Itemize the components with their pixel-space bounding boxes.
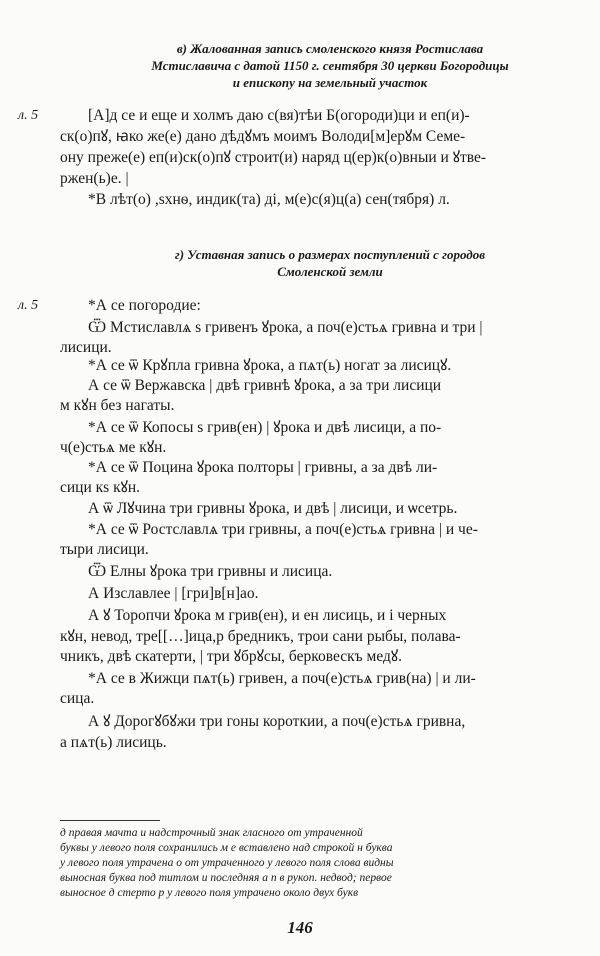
footnote-divider	[60, 820, 160, 821]
section-g-line: *А се ѿ Крꙋпла гривна ꙋрока, а пѧт(ь) ногат за лисицꙋ.	[88, 357, 452, 374]
section-v-line: ск(о)пꙋ, ꙗко же(е) дано дѣдꙋмъ моимъ Володи[м]ерꙋм Семе-	[60, 128, 466, 145]
section-v-line: *В лѣт(о) ,sхнѳ, индик(та) ді, м(е)с(я)ц(а) сен(тября) л.	[88, 191, 450, 208]
section-v-title-line-1: в) Жалованная запись смоленского князя Ростислава	[176, 41, 484, 56]
section-g-line: А ꙋ Торопчи ꙋрока м грив(ен), и ен лисиць, и і черных	[88, 607, 447, 624]
section-g-line: кꙋн, невод, тре[[…]ица,р бредникъ, трои сани рыбы, полава-	[60, 628, 461, 645]
footnote-line: выносная буква под титлом и последняя а п в рукоп. недвод; первое	[60, 872, 392, 884]
section-g-line: *А се погородие:	[88, 297, 201, 314]
footnote-line: у левого поля утрачена о от утраченного у левого поля слова видны	[60, 857, 394, 869]
page-number: 146	[287, 918, 313, 937]
footnote-line: буквы у левого поля сохранились м е вставлено над строкой н буква	[60, 842, 393, 854]
section-g-line: чникъ, двѣ скатерти, | три ꙋбрꙋсы, берковескъ медꙋ.	[60, 648, 403, 665]
section-g-line: сица.	[60, 690, 95, 707]
section-v-title-line-2: Мстиславича с датой 1150 г. сентября 30 церкви Богородицы	[151, 58, 509, 73]
section-g-title-line-1: г) Уставная запись о размерах поступлений с городов	[174, 247, 486, 262]
section-g-line: А се ѿ Вержавска | двѣ гривнѣ ꙋрока, а за три лисици	[88, 377, 442, 394]
section-g-line: Ѿ Елны ꙋрока три гривны и лисица.	[88, 563, 333, 580]
section-v-title-line-3: и епископу на земельный участок	[232, 75, 428, 90]
section-g-line: Ѿ Мстиславлѧ s гривенъ ꙋрока, а поч(е)стьѧ гривна и три |	[88, 319, 483, 336]
section-g-line: сици кѕ кꙋн.	[60, 479, 141, 496]
section-v-line: [А]д се и еще и холмъ даю с(вя)тѣи Б(огороди)ци и еп(и)-	[88, 107, 470, 124]
section-g-title-line-2: Смоленской земли	[277, 264, 383, 279]
section-g-margin-note: л. 5	[18, 298, 39, 313]
section-g-line: *А се ѿ Копосы s грив(ен) | ꙋрока и двѣ лисици, а по-	[88, 419, 442, 436]
footnote-line: выносное д стерто р у левого поля утрачено около двух букв	[60, 887, 359, 899]
section-g-line: ч(е)стьѧ ме кꙋн.	[60, 439, 167, 456]
section-v-line: ржен(ь)е. |	[60, 170, 129, 187]
section-g-line: *А се ѿ Поцина ꙋрока полторы | гривны, а за двѣ ли-	[88, 459, 438, 476]
section-g-line: тыри лисици.	[60, 541, 149, 558]
section-g-line: м кꙋн без нагаты.	[60, 397, 175, 414]
section-g-line: *А се ѿ Ростславлѧ три гривны, а поч(е)стьѧ гривна | и че-	[88, 521, 478, 538]
section-v-line: ону преже(е) еп(и)ск(о)пꙋ строит(и) наряд ц(ер)к(о)вныи и ꙋтве-	[60, 149, 487, 166]
section-v-margin-note: л. 5	[18, 108, 39, 123]
section-g-line: А ꙋ Дорогꙋбꙋжи три гоны короткии, а поч(е)стьѧ гривна,	[88, 713, 466, 730]
section-g-line: А Изславлее | [гри]в[н]ао.	[88, 585, 259, 602]
section-g-line: а пѧт(ь) лисиць.	[60, 734, 167, 751]
footnote-line: д правая мачта и надстрочный знак гласного от утраченной	[60, 827, 363, 839]
section-g-line: А ѿ Лꙋчина три гривны ꙋрока, и двѣ | лисици, и ѡсетрь.	[88, 500, 458, 517]
section-g-line: лисици.	[60, 339, 112, 356]
section-g-line: *А се в Жижци пѧт(ь) гривен, а поч(е)стьѧ грив(на) | и ли-	[88, 670, 476, 687]
